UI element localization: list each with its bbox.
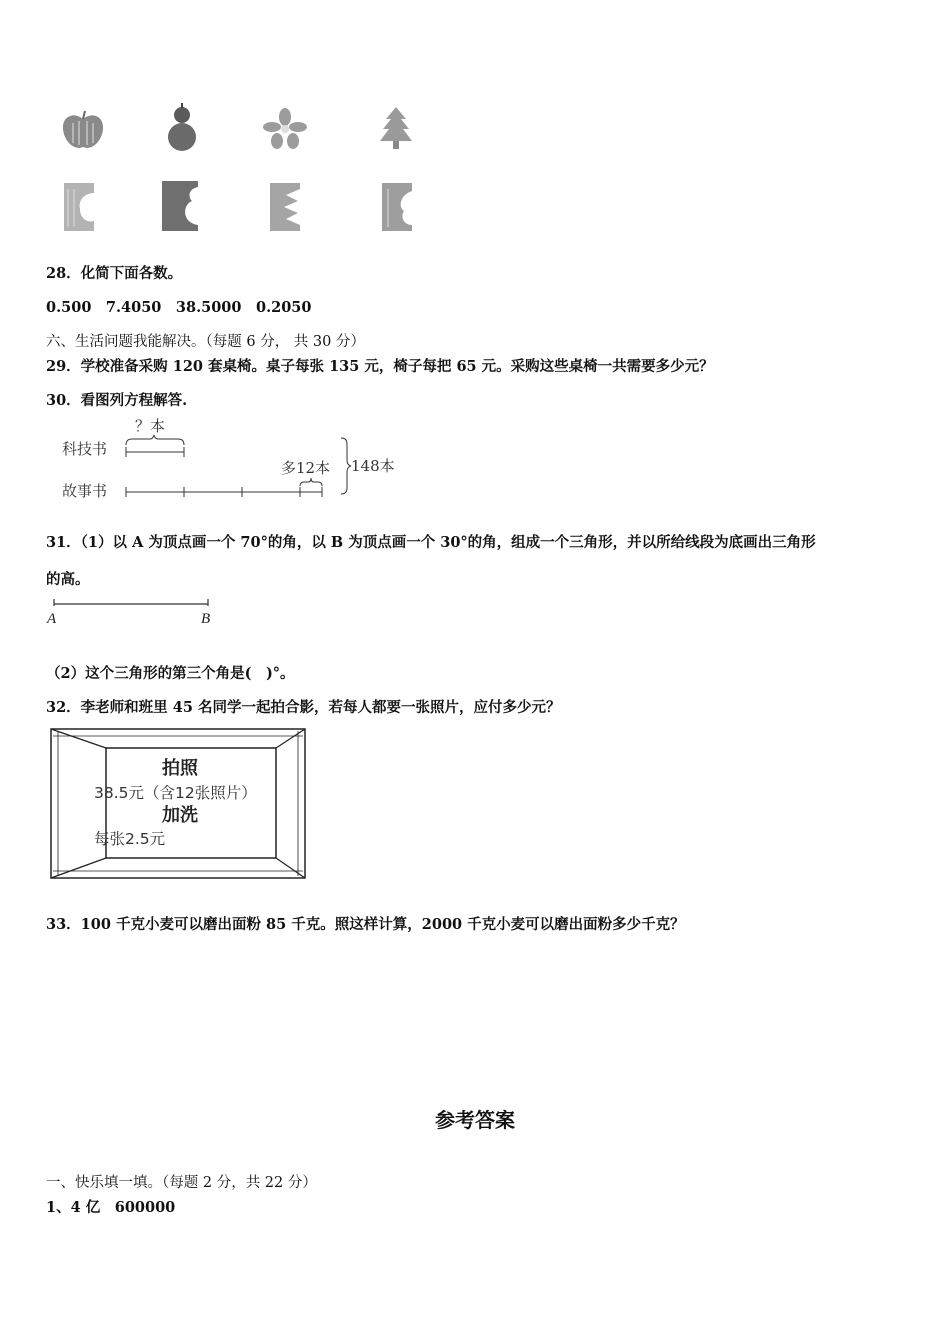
more-label: 多12本	[281, 459, 331, 477]
photo-price-sign	[50, 728, 306, 880]
science-brace	[126, 435, 184, 445]
q30-text: 30．看图列方程解答.	[46, 392, 188, 409]
apple-shape-icon	[58, 105, 108, 155]
point-b-label: B	[201, 611, 211, 627]
cut-piece-tree-icon	[380, 181, 420, 233]
sign-price-photo: 38.5元（含12张照片）	[94, 784, 257, 802]
q33-text: 33．100 千克小麦可以磨出面粉 85 千克。照这样计算，2000 千克小麦可以磨出面粉多少千克？	[46, 916, 685, 933]
q32-text: 32．李老师和班里 45 名同学一起拍合影，若每人都要一张照片，应付多少元？	[46, 699, 561, 716]
cut-piece-gourd-icon	[160, 179, 206, 233]
total-brace	[341, 438, 351, 494]
cut-piece-flower-icon	[268, 181, 308, 233]
gourd-shape-icon	[162, 101, 202, 155]
q31-line1: 31．（1）以 A 为顶点画一个 70°的角，以 B 为顶点画一个 30°的角，组成一个三角形，并以所给线段为底画出三角形	[46, 534, 816, 551]
q28-prompt: 28．化简下面各数。	[46, 265, 183, 282]
segment-ab	[44, 596, 224, 630]
paper-cut-figures	[40, 95, 440, 245]
q31-line2: 的高。	[46, 571, 90, 588]
total-label: 148本	[351, 457, 395, 475]
cut-piece-apple-icon	[62, 181, 102, 233]
q29-text: 29．学校准备采购 120 套桌椅。桌子每张 135 元，椅子每把 65 元。采购这些桌椅一共需要多少元？	[46, 358, 714, 375]
more-brace	[300, 478, 322, 486]
sign-title-photo: 拍照	[162, 758, 198, 779]
flower-shape-icon	[262, 107, 308, 151]
answer-1: 1、4 亿 600000	[46, 1199, 176, 1216]
sign-title-reprint: 加洗	[162, 805, 198, 826]
unknown-label: ？本	[135, 417, 166, 435]
label-science-books: 科技书	[62, 440, 108, 458]
label-story-books: 故事书	[62, 482, 108, 500]
q31-part2: （2）这个三角形的第三个角是( )°。	[46, 665, 295, 682]
answers-section1: 一、快乐填一填。（每题 2 分，共 22 分）	[46, 1175, 317, 1191]
point-a-label: A	[47, 611, 57, 627]
q28-numbers: 0.500 7.4050 38.5000 0.2050	[46, 299, 312, 316]
section6-heading: 六、生活问题我能解决。（每题 6 分， 共 30 分）	[46, 334, 365, 350]
tree-shape-icon	[376, 105, 416, 155]
sign-price-reprint: 每张2.5元	[94, 830, 166, 848]
q30-line-diagram	[55, 412, 415, 504]
answers-title: 参考答案	[435, 1108, 515, 1132]
